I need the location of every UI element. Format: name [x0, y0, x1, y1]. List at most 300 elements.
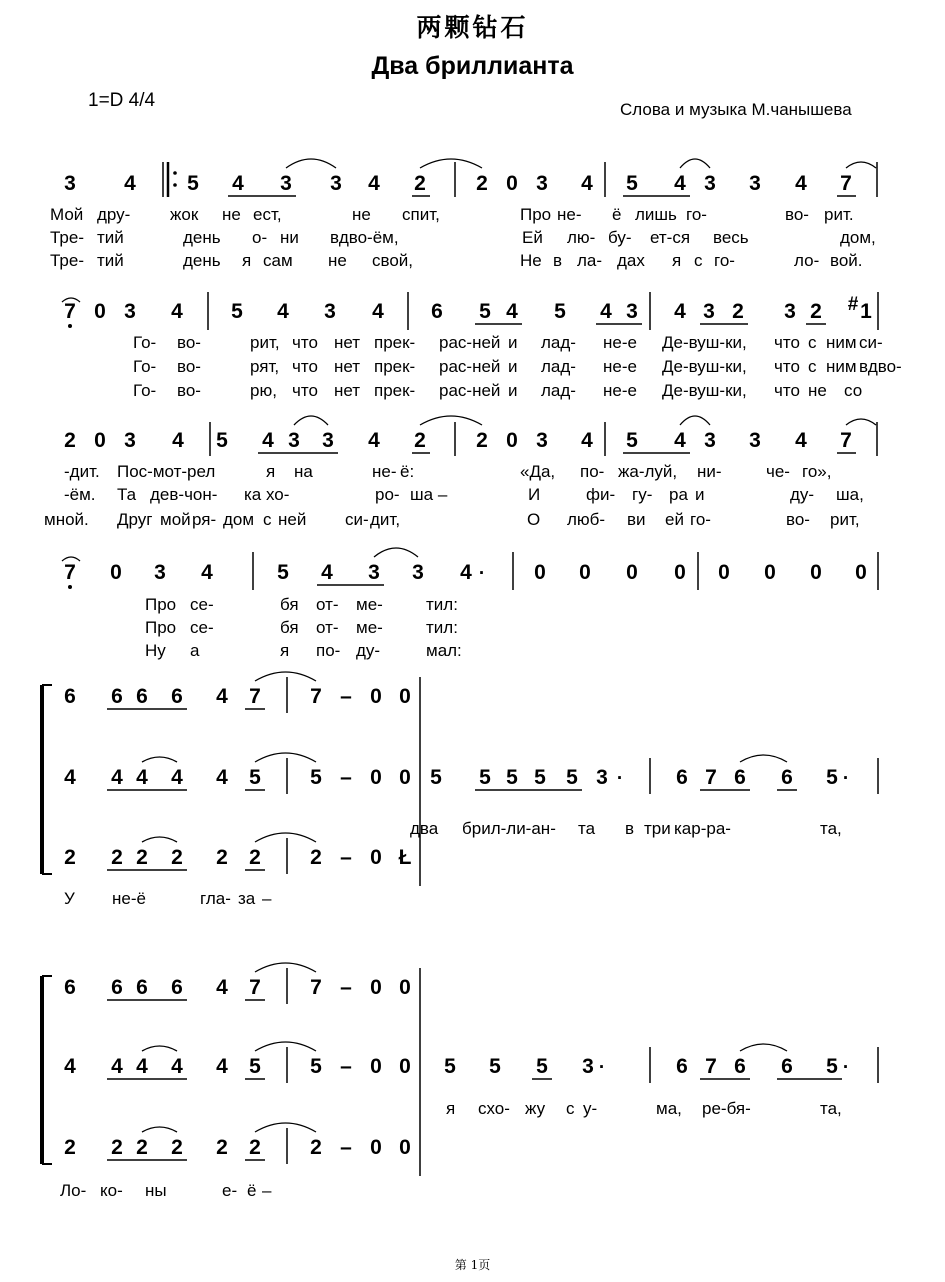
row1-lyric-verse2: Тре-	[50, 228, 84, 247]
row2-lyric-verse3: рас-ней	[439, 381, 501, 400]
row2-note: 3	[124, 300, 136, 323]
row4-note: 0	[718, 561, 730, 584]
row1-note: 3	[64, 172, 76, 195]
sys2-top-note: 7	[249, 976, 261, 999]
sys2-low-note: 2	[111, 1136, 123, 1159]
row1-lyric-verse1: лишь	[635, 205, 677, 224]
tie-arc	[294, 416, 328, 425]
row1-lyric-verse2: ет-ся	[650, 228, 691, 247]
sys2-top-note: 0	[399, 976, 411, 999]
sys1-top-note: 6	[64, 685, 76, 708]
sys1-mid-lyric: два	[410, 819, 439, 838]
row4-note: 3	[368, 561, 380, 584]
sys1-top-note: 0	[370, 685, 382, 708]
row1-note: 4	[795, 172, 807, 195]
row3-lyric-verse2: дев-чон-	[150, 485, 218, 504]
sys1-low-note: 2	[310, 846, 322, 869]
sys1-mid-note: –	[340, 766, 352, 789]
sys2-low-lyric: ё	[247, 1181, 257, 1200]
row2-note: 4	[600, 300, 612, 323]
row2-note: 1	[860, 300, 872, 323]
sys1-top-note: –	[340, 685, 352, 708]
sys2-mid-note: 4	[136, 1055, 148, 1078]
row2-note: 3	[784, 300, 796, 323]
sys2-low-note: –	[340, 1136, 352, 1159]
sys2-mid-note: 4	[171, 1055, 183, 1078]
row4-lyric-verse2: тил:	[426, 618, 458, 637]
row3-note: 3	[124, 429, 136, 452]
row1-lyric-verse3: го-	[714, 251, 735, 270]
row3-lyric-verse1: -дит.	[64, 462, 100, 481]
row2-lyric-verse1: что	[292, 333, 318, 352]
row3-lyric-verse3: мной.	[44, 510, 89, 529]
row2-lyric-verse2: нет	[334, 357, 361, 376]
sys2-low-lyric: е-	[222, 1181, 238, 1200]
row1-note: 3	[704, 172, 716, 195]
row2-lyric-verse1: с	[808, 333, 817, 352]
tie-arc	[142, 1127, 177, 1132]
row3-lyric-verse1: ё:	[400, 462, 415, 481]
row1-lyric-verse1: ест,	[253, 205, 282, 224]
row4-note: 0	[855, 561, 867, 584]
tie-arc	[255, 963, 316, 972]
row1-lyric-verse2: весь	[713, 228, 749, 247]
tie-arc	[420, 416, 482, 425]
row1-note: 3	[280, 172, 292, 195]
sys2-low-note: 2	[171, 1136, 183, 1159]
sys2-mid-note: 3	[582, 1055, 594, 1078]
row2-note: 3	[626, 300, 638, 323]
row4-lyric-verse3: я	[280, 641, 290, 660]
sys2-mid-lyric: я	[446, 1099, 456, 1118]
sys2-mid-note: 6	[781, 1055, 793, 1078]
row3-lyric-verse3: ей	[665, 510, 684, 529]
sys2-mid-note: 0	[399, 1055, 411, 1078]
row2-lyric-verse2: рас-ней	[439, 357, 501, 376]
row1-note: 4	[368, 172, 380, 195]
author-credit: Слова и музыка М.чанышева	[620, 100, 852, 119]
row2-lyric-verse3: не-е	[603, 381, 637, 400]
sys2-mid-lyric: та,	[820, 1099, 842, 1118]
row2-note: 5	[554, 300, 566, 323]
sys2-low-note: 0	[370, 1136, 382, 1159]
row4-note: 0	[579, 561, 591, 584]
row4-note: ·	[478, 563, 486, 584]
sys1-top-note: 6	[171, 685, 183, 708]
row1-note: 3	[536, 172, 548, 195]
row3-note: 3	[322, 429, 334, 452]
sys1-low-lyric: не-ё	[112, 889, 146, 908]
row3-lyric-verse2: гу-	[632, 485, 653, 504]
row1-lyric-verse1: спит,	[402, 205, 440, 224]
row4-lyric-verse2: бя	[280, 618, 299, 637]
row2-lyric-verse2: во-	[177, 357, 201, 376]
row1-note: 3	[330, 172, 342, 195]
sys2-top-note: 6	[64, 976, 76, 999]
row3-note: 4	[795, 429, 807, 452]
row2-note: 5	[231, 300, 243, 323]
row1-lyric-verse2: ни	[280, 228, 299, 247]
row2-note: 4	[277, 300, 289, 323]
row1-lyric-verse1: Про	[520, 205, 552, 224]
sys1-low-note: 0	[370, 846, 382, 869]
row4-note: 0	[110, 561, 122, 584]
row1-lyric-verse3: Не	[520, 251, 542, 270]
row3-lyric-verse1: на	[294, 462, 313, 481]
row4-note: 0	[764, 561, 776, 584]
row1-lyric-verse3: я	[242, 251, 252, 270]
row2-lyric-verse3: лад-	[541, 381, 576, 400]
row1-lyric-verse2: Ей	[522, 228, 543, 247]
tie-arc	[142, 837, 177, 842]
row3-lyric-verse2: ша –	[410, 485, 448, 504]
key-signature: 1=D 4/4	[88, 90, 156, 111]
row2-note: 6	[431, 300, 443, 323]
row3-lyric-verse1: не-	[372, 462, 397, 481]
row4-note: 4	[201, 561, 213, 584]
sys2-mid-lyric: ма,	[656, 1099, 682, 1118]
sys2-mid-note: 5	[536, 1055, 548, 1078]
tie-arc	[255, 753, 316, 762]
row3-lyric-verse1: го»,	[802, 462, 832, 481]
row3-lyric-verse3: рит,	[830, 510, 860, 529]
row1-note: 2	[476, 172, 488, 195]
tie-arc	[286, 159, 336, 168]
row3-note: 2	[476, 429, 488, 452]
row2-note: 4	[506, 300, 518, 323]
sys1-mid-lyric: в	[625, 819, 635, 838]
row1-lyric-verse3: дах	[617, 251, 645, 270]
sys2-mid-note: –	[340, 1055, 352, 1078]
sys1-top-note: 7	[310, 685, 322, 708]
sys2-mid-note: 4	[216, 1055, 228, 1078]
row4-lyric-verse2: се-	[190, 618, 214, 637]
row4-note: 3	[412, 561, 424, 584]
tie-arc	[255, 672, 316, 681]
row3-lyric-verse3: с	[263, 510, 272, 529]
row1-note: 2	[414, 172, 426, 195]
sys1-low-note: 2	[216, 846, 228, 869]
sys1-low-lyric: –	[262, 889, 272, 908]
sys1-mid-note: 4	[64, 766, 76, 789]
sys2-mid-lyric: у-	[583, 1099, 598, 1118]
row3-note: 4	[262, 429, 274, 452]
row3-lyric-verse3: ви	[627, 510, 646, 529]
sys2-top-note: 6	[111, 976, 123, 999]
row2-lyric-verse3: что	[292, 381, 318, 400]
row3-lyric-verse3: О	[527, 510, 541, 529]
sys1-top-note: 0	[399, 685, 411, 708]
row1-note: 0	[506, 172, 518, 195]
row2-lyric-verse1: лад-	[541, 333, 576, 352]
sys2-mid-note: 7	[705, 1055, 717, 1078]
sys2-low-note: 2	[136, 1136, 148, 1159]
sys2-low-note: 2	[216, 1136, 228, 1159]
row2-lyric-verse1: нет	[334, 333, 361, 352]
sys1-mid-note: 5	[826, 766, 838, 789]
row3-note: 4	[581, 429, 593, 452]
sys1-mid-lyric: та,	[820, 819, 842, 838]
sys1-top-note: 6	[136, 685, 148, 708]
row3-lyric-verse2: И	[528, 485, 541, 504]
row1-lyric-verse2: дом,	[840, 228, 876, 247]
row1-lyric-verse1: не-	[557, 205, 582, 224]
row4-note: 0	[626, 561, 638, 584]
row2-lyric-verse2: вдво-	[859, 357, 902, 376]
sys1-mid-lyric: та	[578, 819, 596, 838]
row1-lyric-verse1: го-	[686, 205, 707, 224]
octave-dot	[68, 324, 72, 328]
row3-lyric-verse1: по-	[580, 462, 605, 481]
sys1-mid-note: 5	[310, 766, 322, 789]
sys1-low-note: –	[340, 846, 352, 869]
sharp-accidental: #	[847, 294, 859, 315]
sys1-mid-lyric: брил-ли-ан-	[462, 819, 556, 838]
row1-lyric-verse1: дру-	[97, 205, 131, 224]
sys1-mid-note: 5	[249, 766, 261, 789]
sys1-mid-note: ·	[842, 768, 850, 789]
sys1-low-lyric: за	[238, 889, 256, 908]
sys2-mid-note: 6	[734, 1055, 746, 1078]
row4-lyric-verse3: Ну	[145, 641, 166, 660]
row2-lyric-verse1: Го-	[133, 333, 157, 352]
row2-lyric-verse3: со	[844, 381, 863, 400]
row3-note: 4	[172, 429, 184, 452]
sys1-low-note: 2	[249, 846, 261, 869]
row1-lyric-verse1: не	[222, 205, 241, 224]
tie-arc	[846, 162, 876, 168]
row1-note: 4	[581, 172, 593, 195]
row3-note: 3	[704, 429, 716, 452]
sys1-low-lyric: У	[64, 889, 75, 908]
row3-lyric-verse1: че-	[766, 462, 790, 481]
row4-lyric-verse1: бя	[280, 595, 299, 614]
row1-lyric-verse3: в	[553, 251, 563, 270]
row2-lyric-verse3: и	[508, 381, 518, 400]
row2-lyric-verse2: что	[774, 357, 800, 376]
row4-lyric-verse3: ду-	[356, 641, 381, 660]
row3-note: 4	[368, 429, 380, 452]
row1-lyric-verse2: вдво-ём,	[330, 228, 399, 247]
sys1-mid-note: 4	[136, 766, 148, 789]
sys1-mid-lyric: кар-ра-	[674, 819, 731, 838]
row2-lyric-verse1: си-	[859, 333, 883, 352]
row3-lyric-verse1: жа-луй,	[618, 462, 678, 481]
row2-lyric-verse2: ним	[826, 357, 857, 376]
sys1-low-note: 2	[111, 846, 123, 869]
row2-lyric-verse3: что	[774, 381, 800, 400]
sys2-mid-note: 5	[826, 1055, 838, 1078]
sys1-mid-note: 0	[399, 766, 411, 789]
row2-lyric-verse1: прек-	[374, 333, 416, 352]
row1-lyric-verse2: день	[183, 228, 221, 247]
row1-lyric-verse1: во-	[785, 205, 809, 224]
sys1-mid-note: 5	[479, 766, 491, 789]
row4-lyric-verse2: от-	[316, 618, 339, 637]
tie-arc	[420, 159, 482, 168]
sys2-top-note: 6	[171, 976, 183, 999]
row1-note: 5	[626, 172, 638, 195]
sys2-mid-note: 5	[444, 1055, 456, 1078]
sys2-low-note: 2	[64, 1136, 76, 1159]
row4-note: 0	[674, 561, 686, 584]
row1-lyric-verse2: бу-	[608, 228, 632, 247]
row1-lyric-verse3: Тре-	[50, 251, 84, 270]
tie-arc	[846, 419, 876, 425]
sys2-low-lyric: ко-	[100, 1181, 123, 1200]
row1-note: 3	[749, 172, 761, 195]
row2-note: 3	[703, 300, 715, 323]
row3-lyric-verse1: «Да,	[520, 462, 556, 481]
row1-lyric-verse1: Мой	[50, 205, 84, 224]
row2-lyric-verse2: с	[808, 357, 817, 376]
row3-note: 3	[288, 429, 300, 452]
row2-note: 5	[479, 300, 491, 323]
sys2-mid-note: 5	[489, 1055, 501, 1078]
sys2-low-lyric: ны	[145, 1181, 167, 1200]
sys1-top-note: 4	[216, 685, 228, 708]
row2-lyric-verse2: рят,	[250, 357, 280, 376]
row3-lyric-verse1: я	[266, 462, 276, 481]
row1-lyric-verse3: я	[672, 251, 682, 270]
sys1-mid-note: 6	[781, 766, 793, 789]
row3-lyric-verse2: ша,	[836, 485, 864, 504]
sys2-mid-note: 4	[111, 1055, 123, 1078]
tie-arc	[740, 1044, 787, 1051]
row1-lyric-verse2: о-	[252, 228, 268, 247]
tie-arc	[374, 548, 418, 557]
row3-lyric-verse2: фи-	[586, 485, 616, 504]
row2-note: 3	[324, 300, 336, 323]
row4-lyric-verse3: по-	[316, 641, 341, 660]
sys2-low-note: 2	[310, 1136, 322, 1159]
sys2-low-lyric: Ло-	[60, 1181, 87, 1200]
sys2-low-lyric: –	[262, 1181, 272, 1200]
sys1-mid-note: 7	[705, 766, 717, 789]
row3-note: 0	[506, 429, 518, 452]
row2-lyric-verse2: лад-	[541, 357, 576, 376]
row4-note: 5	[277, 561, 289, 584]
sys2-mid-lyric: схо-	[478, 1099, 510, 1118]
sys1-mid-lyric: три	[644, 819, 671, 838]
row3-lyric-verse2: ка	[244, 485, 262, 504]
row2-lyric-verse3: прек-	[374, 381, 416, 400]
sys2-mid-note: 5	[310, 1055, 322, 1078]
sys1-top-note: 6	[111, 685, 123, 708]
row2-note: 2	[732, 300, 744, 323]
row1-note: 4	[674, 172, 686, 195]
row3-lyric-verse3: мой	[160, 510, 191, 529]
tie-arc	[680, 159, 710, 168]
row1-note: 4	[232, 172, 244, 195]
row4-note: 4	[321, 561, 333, 584]
row3-note: 5	[626, 429, 638, 452]
sys1-mid-note: 5	[430, 766, 442, 789]
octave-dot	[68, 585, 72, 589]
sys1-mid-note: 5	[506, 766, 518, 789]
row2-lyric-verse1: во-	[177, 333, 201, 352]
sys1-mid-note: 5	[534, 766, 546, 789]
row2-lyric-verse1: не-е	[603, 333, 637, 352]
row1-lyric-verse2: тий	[97, 228, 124, 247]
tie-arc	[255, 1123, 316, 1132]
row2-lyric-verse1: что	[774, 333, 800, 352]
row1-lyric-verse3: с	[694, 251, 703, 270]
row4-lyric-verse3: мал:	[426, 641, 462, 660]
sys2-top-note: 0	[370, 976, 382, 999]
sys1-top-note: 7	[249, 685, 261, 708]
row3-lyric-verse3: го-	[690, 510, 711, 529]
sys2-mid-note: 5	[249, 1055, 261, 1078]
row3-note: 3	[536, 429, 548, 452]
row1-lyric-verse3: не	[328, 251, 347, 270]
row2-lyric-verse1: рит,	[250, 333, 280, 352]
row2-lyric-verse3: во-	[177, 381, 201, 400]
row3-lyric-verse2: ду-	[790, 485, 815, 504]
row4-note: 0	[534, 561, 546, 584]
row2-note: 4	[674, 300, 686, 323]
tie-arc	[142, 757, 177, 762]
row3-note: 0	[94, 429, 106, 452]
row2-lyric-verse2: прек-	[374, 357, 416, 376]
row4-lyric-verse2: ме-	[356, 618, 383, 637]
sys1-mid-note: 6	[676, 766, 688, 789]
sys2-top-note: –	[340, 976, 352, 999]
row1-lyric-verse3: вой.	[830, 251, 863, 270]
row3-lyric-verse3: люб-	[567, 510, 606, 529]
row3-note: 2	[64, 429, 76, 452]
sys1-low-note: 2	[64, 846, 76, 869]
row4-note: 4	[460, 561, 472, 584]
row4-lyric-verse1: ме-	[356, 595, 383, 614]
row1-note: 7	[840, 172, 852, 195]
row1-lyric-verse1: не	[352, 205, 371, 224]
row4-lyric-verse1: от-	[316, 595, 339, 614]
row2-lyric-verse3: Де-вуш-ки,	[662, 381, 747, 400]
sys2-low-note: 0	[399, 1136, 411, 1159]
tie-arc	[740, 755, 787, 762]
sys1-mid-note: 4	[216, 766, 228, 789]
sys1-low-lyric: гла-	[200, 889, 231, 908]
row2-note: 4	[171, 300, 183, 323]
row3-lyric-verse2: хо-	[266, 485, 290, 504]
row3-lyric-verse3: дит,	[370, 510, 401, 529]
row3-lyric-verse3: дом	[223, 510, 255, 529]
row3-lyric-verse3: во-	[786, 510, 810, 529]
page-number: 第 1页	[454, 1258, 491, 1272]
row3-lyric-verse3: ней	[278, 510, 307, 529]
row1-lyric-verse3: ла-	[577, 251, 603, 270]
row3-lyric-verse3: ря-	[192, 510, 217, 529]
sys2-top-note: 6	[136, 976, 148, 999]
row3-note: 4	[674, 429, 686, 452]
row2-lyric-verse3: рю,	[250, 381, 277, 400]
row1-lyric-verse2: лю-	[567, 228, 596, 247]
row1-note: 4	[124, 172, 136, 195]
repeat-dot	[173, 171, 177, 175]
tie-arc	[255, 833, 316, 842]
sys2-mid-lyric: с	[566, 1099, 575, 1118]
row1-note: 5	[187, 172, 199, 195]
tie-arc	[680, 416, 710, 425]
row2-note: 7	[64, 300, 76, 323]
row3-lyric-verse3: си-	[345, 510, 369, 529]
row2-lyric-verse2: не-е	[603, 357, 637, 376]
row2-lyric-verse2: что	[292, 357, 318, 376]
row3-note: 3	[749, 429, 761, 452]
row1-lyric-verse3: свой,	[372, 251, 414, 270]
row3-lyric-verse1: ни-	[697, 462, 722, 481]
